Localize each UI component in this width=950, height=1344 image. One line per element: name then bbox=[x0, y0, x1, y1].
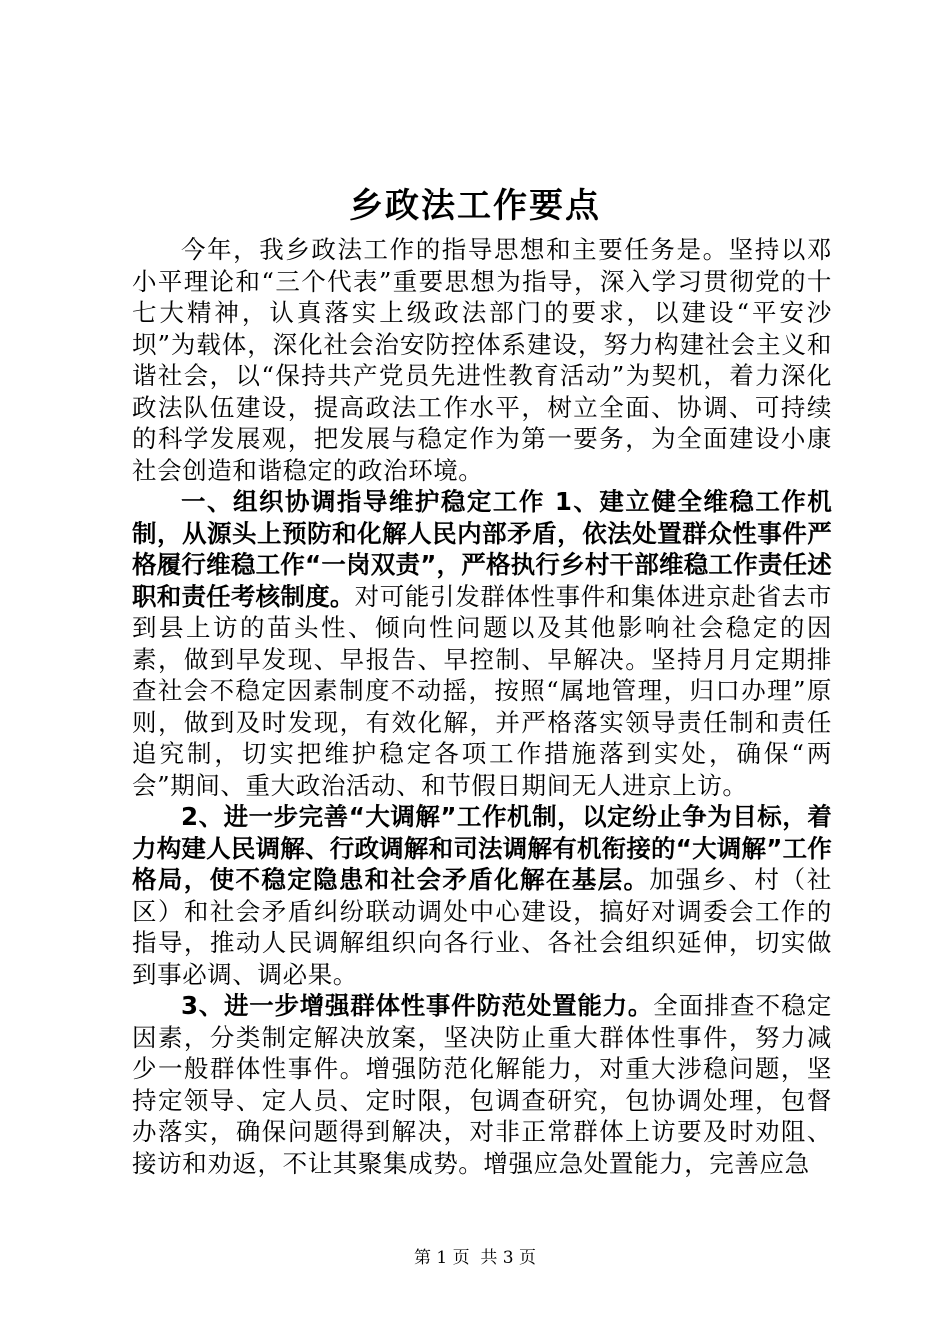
paragraph-lead: 2、进一步完善“大调解”工作机制，以定纷止争为目标，着力构建人民调解、行政调解和司法调解有机衔接的“大调解”工作格局，使不稳定隐患和社会矛盾化解在基层。 bbox=[132, 802, 832, 894]
document-body bbox=[132, 234, 832, 1179]
page-total: 共 3 页 bbox=[480, 1248, 537, 1268]
paragraph-text: 全面排查不稳定因素，分类制定解决放案，坚决防止重大群体性事件，努力减少一般群体性事件。增强防范化解能力，对重大涉稳问题，坚持定领导、定人员、定时限，包调查研究，包协调处理，包督办落实，确保问题得到解决，对非正常群体上访要及时劝阻、接访和劝返，不让其聚集成势。增强应急处置能力，完善应急 bbox=[132, 991, 832, 1178]
document-title: 乡政法工作要点 bbox=[349, 186, 601, 226]
paragraph-text: 今年，我乡政法工作的指导思想和主要任务是。坚持以邓小平理论和“三个代表”重要思想为指导，深入学习贯彻党的十七大精神，认真落实上级政法部门的要求，以建设“平安沙坝”为载体，深化社会治安防控体系建设，努力构建社会主义和谐社会，以“保持共产党员先进性教育活动”为契机，着力深化政法队伍建设，提高政法工作水平，树立全面、协调、可持续的科学发展观，把发展与稳定作为第一要务，为全面建设小康社会创造和谐稳定的政治环境。 bbox=[132, 235, 832, 485]
paragraph-text: 对可能引发群体性事件和集体进京赴省去市到县上访的苗头性、倾向性问题以及其他影响社会稳定的因素，做到早发现、早报告、早控制、早解决。坚持月月定期排查社会不稳定因素制度不动摇，按照“属地管理，归口办理”原则，做到及时发现，有效化解，并严格落实领导责任制和责任追究制，切实把维护稳定各项工作措施落到实处，确保“两会”期间、重大政治活动、和节假日期间无人进京上访。 bbox=[132, 581, 832, 800]
paragraph-lead: 一、组织协调指导维护稳定工作 1、建立健全维稳工作机制，从源头上预防和化解人民内部矛盾，依法处置群众性事件严格履行维稳工作“一岗双责”，严格执行乡村干部维稳工作责任述职和责任考核制度。 bbox=[132, 487, 832, 611]
paragraph-text: 加强乡、村（社区）和社会矛盾纠纷联动调处中心建设，搞好对调委会工作的指导，推动人民调解组织向各行业、各社会组织延伸，切实做到事必调、调必果。 bbox=[132, 865, 833, 989]
page-number: 第 1 页 bbox=[413, 1248, 470, 1268]
paragraph-section-2 bbox=[132, 801, 832, 990]
page-footer bbox=[0, 1247, 950, 1269]
paragraph-intro bbox=[132, 234, 832, 486]
paragraph-lead: 3、进一步增强群体性事件防范处置能力。 bbox=[181, 991, 654, 1020]
paragraph-section-1 bbox=[132, 486, 832, 801]
paragraph-section-3 bbox=[132, 990, 832, 1179]
